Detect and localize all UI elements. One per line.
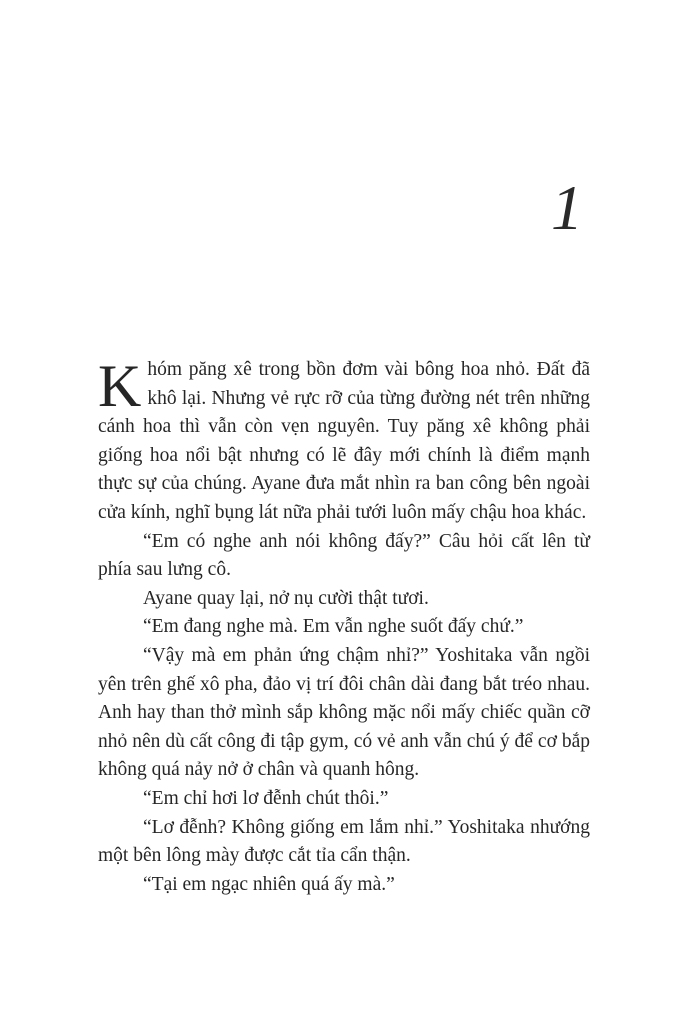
opening-paragraph [98, 353, 590, 528]
paragraph: “Lơ đễnh? Không giống em lắm nhỉ.” Yoshitaka nhướng một bên lông mày được cắt tỉa cẩn thận. [98, 816, 590, 867]
paragraph: “Vậy mà em phản ứng chậm nhỉ?” Yoshitaka vẫn ngồi yên trên ghế xô pha, đảo vị trí đôi chân dài đang bắt tréo nhau. Anh hay than thở mình sắp không mặc nổi mấy chiếc quần cỡ nhỏ nên dù cất công đi tập gym, có vẻ anh vẫn chú ý để cơ bắp không quá nảy nở ở chân và quanh hông. [98, 644, 590, 781]
chapter-number: 1 [551, 172, 583, 243]
drop-cap: K [98, 353, 142, 419]
paragraph: “Em chỉ hơi lơ đễnh chút thôi.” [143, 787, 389, 809]
paragraph: “Em có nghe anh nói không đấy?” Câu hỏi cất lên từ phía sau lưng cô. [98, 530, 590, 581]
paragraph: “Tại em ngạc nhiên quá ấy mà.” [143, 873, 395, 895]
opening-paragraph-text: hóm păng xê trong bồn đơm vài bông hoa nhỏ. Đất đã khô lại. Nhưng vẻ rực rỡ của từng đường nét trên những cánh hoa thì vẫn còn vẹn nguyên. Tuy păng xê không phải giống hoa nổi bật nhưng có lẽ đây mới chính là điểm mạnh thực sự của chúng. Ayane đưa mắt nhìn ra ban công bên ngoài cửa kính, nghĩ bụng lát nữa phải tưới luôn mấy chậu hoa khác. [98, 359, 590, 523]
paragraph: “Em đang nghe mà. Em vẫn nghe suốt đấy chứ.” [143, 616, 524, 638]
chapter-body [98, 353, 590, 899]
paragraph: Ayane quay lại, nở nụ cười thật tươi. [143, 587, 429, 609]
